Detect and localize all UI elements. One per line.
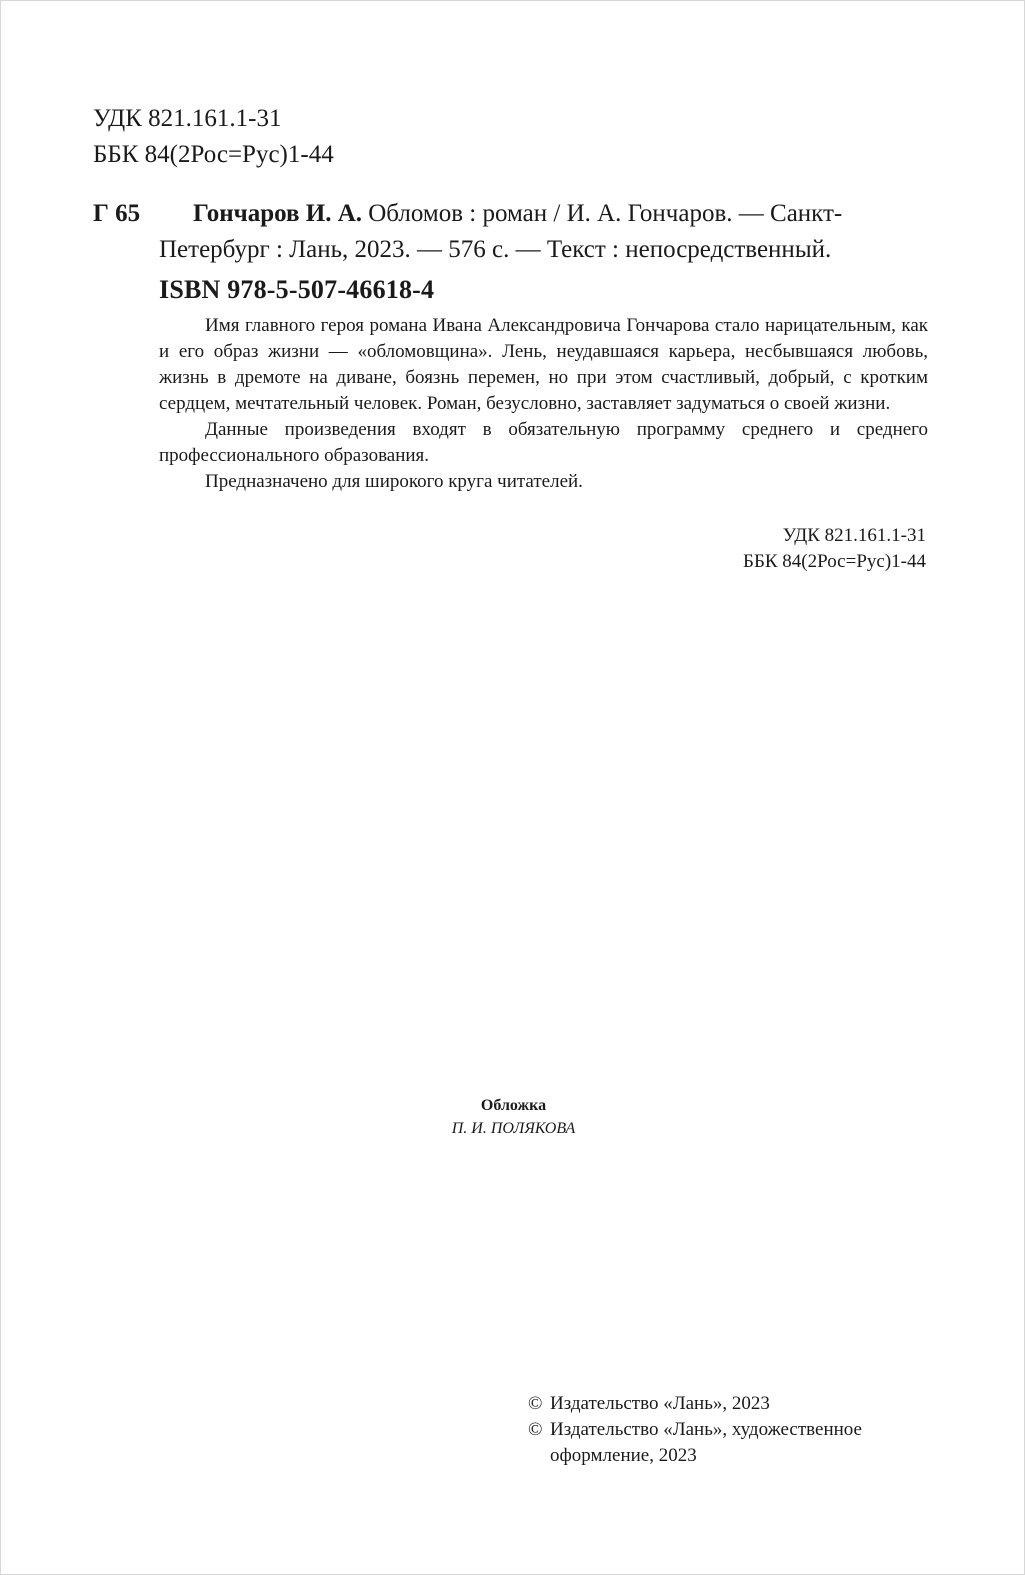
top-classification-codes bbox=[93, 101, 334, 173]
publication-details: Петербург : Лань, 2023. — 576 с. — Текст : непосредственный. bbox=[159, 236, 832, 263]
bibliographic-title-line bbox=[193, 196, 842, 232]
author-name: Гончаров И. А. bbox=[193, 200, 362, 227]
credits-heading: Обложка bbox=[480, 1097, 547, 1114]
copyright-text: Издательство «Лань», 2023 bbox=[550, 1393, 770, 1414]
copyright-block bbox=[528, 1391, 862, 1469]
bbk-code: ББК 84(2Рос=Рус)1-44 bbox=[743, 551, 926, 572]
annotation-paragraph: Данные произведения входят в обязательную программу среднего и среднего профессионального образования. bbox=[159, 419, 928, 466]
bbk-code: ББК 84(2Рос=Рус)1-44 bbox=[93, 141, 334, 168]
cover-designer-name: П. И. ПОЛЯКОВА bbox=[451, 1120, 576, 1137]
bibliographic-first-line bbox=[93, 196, 953, 232]
copyright-line bbox=[528, 1417, 862, 1443]
bibliographic-record bbox=[93, 196, 953, 268]
annotation-paragraph: Предназначено для широкого круга читателей. bbox=[205, 471, 583, 492]
copyright-line bbox=[528, 1391, 862, 1417]
annotation-paragraph: Имя главного героя романа Ивана Александровича Гончарова стало нарицательным, как и его образ жизни — «обломовщина». Лень, неудавшаяся карьера, несбывшаяся любовь, жизнь в дремоте на диване, боязнь перемен, но при этом счастливый, добрый, с кротким сердцем, мечтательный человек. Роман, безусловно, заставляет задуматься о своей жизни. bbox=[159, 315, 928, 414]
bottom-classification-codes bbox=[743, 523, 926, 575]
author-sign-code: Г 65 bbox=[93, 200, 141, 227]
cover-credits bbox=[1, 1094, 1025, 1140]
copyright-text: оформление, 2023 bbox=[550, 1445, 697, 1466]
copyright-sign: © bbox=[528, 1419, 543, 1440]
copyright-line-continuation bbox=[528, 1443, 862, 1469]
udk-code: УДК 821.161.1-31 bbox=[93, 105, 282, 132]
annotation bbox=[159, 313, 928, 495]
copyright-text: Издательство «Лань», художественное bbox=[550, 1419, 862, 1440]
udk-code: УДК 821.161.1-31 bbox=[782, 525, 926, 546]
book-title-statement: Обломов : роман / И. А. Гончаров. — Санкт- bbox=[368, 200, 843, 227]
isbn: ISBN 978-5-507-46618-4 bbox=[159, 275, 435, 304]
copyright-sign: © bbox=[528, 1393, 543, 1414]
